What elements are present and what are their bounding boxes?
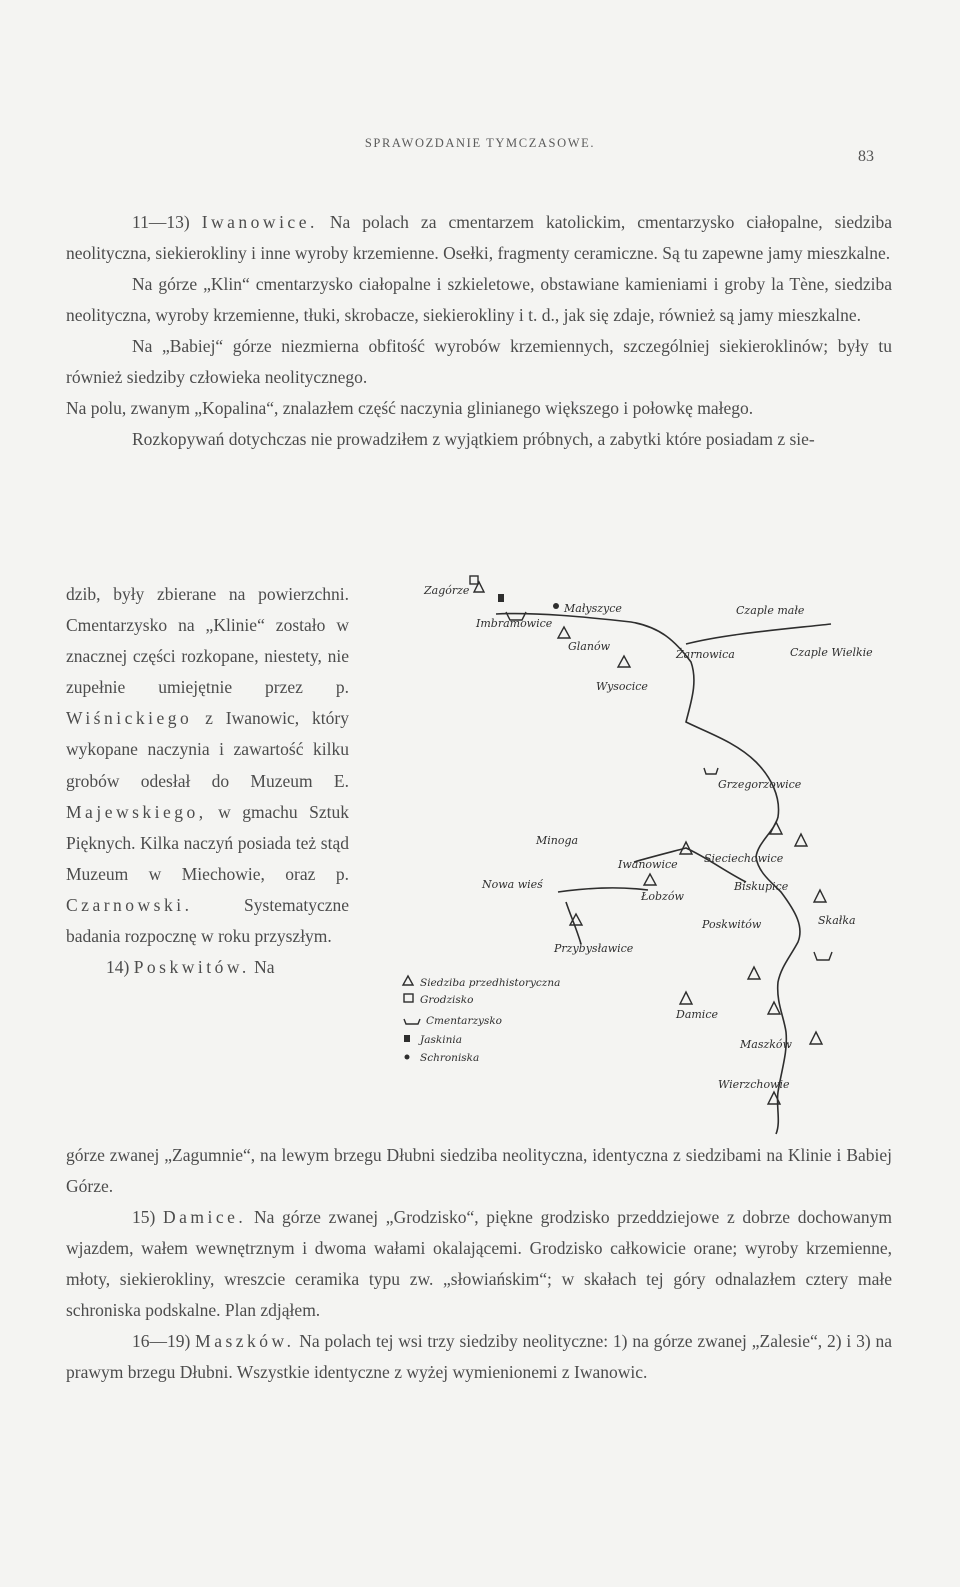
river-tributary-przybyslawice <box>566 902 581 944</box>
body-text-bottom <box>66 1140 892 1388</box>
paragraph-text: Na polach tej wsi trzy siedziby neolityczne: 1) na górze zwanej „Zalesie“, 2) i 3) na prawym brzegu Dłubni. Wszystkie identyczne z wyżej wymienionemi z Iwanowic. <box>66 1331 892 1382</box>
hand-drawn-map <box>386 572 900 1142</box>
section-number: 16—19) <box>132 1331 191 1351</box>
grodzisko-square-icon <box>470 576 478 584</box>
map-label-imbramowice: Imbramowice <box>476 617 553 630</box>
shelter-dot-icon <box>405 1055 410 1060</box>
paragraph-maszkow <box>66 1326 892 1388</box>
map-label-malyszyce: Małyszyce <box>564 602 622 615</box>
paragraph-text: Na górze zwanej „Grodzisko“, piękne grodzisko przeddziejowe z dobrze dochowanym wjazdem, wałem wewnętrznym i dwoma wałami okalającemi. Grodzisko całkowicie orane; wyroby krzemienne, młoty, siekierokliny, wreszcie ceramika typu zw. „słowiańskim“; w skałach tej góry odnalazłem cztery małe schroniska podskalne. Plan zdjąłem. <box>66 1207 892 1320</box>
place-name-maszkow: Maszków. <box>195 1331 295 1351</box>
map-label-poskwitow: Poskwitów <box>702 918 762 931</box>
triangle-icon <box>558 627 570 638</box>
triangle-icon <box>618 656 630 667</box>
river-dlubnia <box>496 614 800 1134</box>
cemetery-bowl-icon <box>404 1019 420 1024</box>
map-label-wierzchowie: Wierzchowie <box>718 1078 790 1091</box>
triangle-icon <box>814 890 826 902</box>
legend-label: Siedziba przedhistoryczna <box>420 977 561 989</box>
map-label-sieciechowice: Sieciechowice <box>704 852 784 865</box>
river-tributary-nowawies <box>558 888 648 892</box>
running-head: SPRAWOZDANIE TYMCZASOWE. <box>364 136 596 150</box>
map-label-minoga: Minoga <box>536 834 579 847</box>
paragraph-kopalina: Na polu, zwanym „Kopalina“, znalazłem część naczynia glinianego większego i połowkę małego. <box>66 398 754 418</box>
person-majewski: Majewskiego, <box>66 801 207 822</box>
body-text-top <box>66 207 892 455</box>
paragraph-babia: Na „Babiej“ górze niezmierna obfitość wyrobów krzemiennych, szczególniej siekieroklinów; były tu również siedziby człowieka neolitycznego. <box>66 336 892 387</box>
triangle-icon <box>768 1002 780 1014</box>
map-label-maszkow: Maszków <box>740 1038 792 1051</box>
place-name-poskwitow: Poskwitów. <box>133 957 250 978</box>
shelter-dot-icon <box>553 603 559 609</box>
map-label-zarnowica: Żarnowica <box>676 648 735 661</box>
map-label-czaple-male: Czaple małe <box>736 604 805 617</box>
map-label-damice: Damice <box>676 1008 718 1021</box>
map-label-czaple-wielkie: Czaple Wielkie <box>790 646 873 659</box>
map-label-zagorze: Zagórze <box>424 584 470 597</box>
legend-label: Schroniska <box>420 1052 480 1064</box>
map-legend <box>418 977 560 1064</box>
map-label-iwanowice: Iwanowice <box>618 858 678 871</box>
cemetery-bowl-icon <box>814 952 832 960</box>
paragraph-text: w gmachu Sztuk Pięknych. Kilka naczyń posiada też stąd Muzeum w Miechowie, oraz p. <box>66 801 350 884</box>
person-czarnowski: Czarnowski. <box>66 894 193 915</box>
triangle-icon <box>795 834 807 846</box>
map-label-lobzow: Łobzów <box>641 890 684 903</box>
cave-icon <box>498 594 504 602</box>
paragraph-text: Systematyczne badania rozpocznę w roku przyszłym. <box>66 894 349 947</box>
map-svg <box>386 572 900 1142</box>
paragraph-rozkop-start: Rozkopywań dotychczas nie prowadziłem z wyjątkiem próbnych, a zabytki które posiadam z sie- <box>132 429 815 449</box>
cemetery-bowl-icon <box>704 768 718 774</box>
paragraph-iwanowice <box>66 207 892 269</box>
map-label-grzegorzowice: Grzegorzowice <box>718 778 802 791</box>
paragraph-rozkop-continued <box>66 579 349 952</box>
legend-label: Grodzisko <box>420 994 474 1006</box>
body-text-narrow <box>66 579 349 983</box>
triangle-icon <box>748 967 760 979</box>
map-label-nowa-wies: Nowa wieś <box>482 878 543 891</box>
paragraph-text: Na polach za cmentarzem katolickim, cmentarzysko ciałopalne, siedziba neolityczna, siekierokliny i inne wyroby krzemienne. Osełki, fragmenty ceramiczne. Są tu zapewne jamy mieszkalne. <box>66 212 893 263</box>
map-label-biskupice: Biskupice <box>734 880 789 893</box>
paragraph-text: Na <box>254 957 275 978</box>
place-name-iwanowice: Iwanowice. <box>201 212 318 232</box>
legend-label: Jaskinia <box>420 1034 462 1046</box>
legend-label: Cmentarzysko <box>426 1015 503 1027</box>
map-label-skalka: Skałka <box>818 914 856 927</box>
paragraph-poskwitow-start <box>66 952 349 983</box>
paragraph-damice <box>66 1202 892 1326</box>
section-number: 15) <box>132 1207 156 1227</box>
map-label-glanow: Glanów <box>568 640 610 653</box>
paragraph-klin: Na górze „Klin“ cmentarzysko ciałopalne i szkieletowe, obstawiane kamieniami i groby la Tène, siedziba neolityczna, wyroby krzemienne, tłuki, skrobacze, siekierokliny i t. d., jak się zdaje, również są jamy mieszkalne. <box>66 274 892 325</box>
page-number: 83 <box>858 148 874 165</box>
river-tributary-czaple <box>686 624 831 644</box>
map-label-przybyslawice: Przybysławice <box>554 942 634 955</box>
paragraph-poskwitow-continued: górze zwanej „Zagumnie“, na lewym brzegu Dłubni siedziba neolityczna, identyczna z siedzibami na Klinie i Babiej Górze. <box>66 1145 892 1196</box>
paragraph-text: dzib, były zbierane na powierzchni. Cmentarzysko na „Klinie“ zostało w znacznej części rozkopane, niestety, nie zupełnie umiejętnie przez p. <box>66 584 349 698</box>
place-name-damice: Damice. <box>163 1207 247 1227</box>
cave-icon <box>404 1035 410 1042</box>
triangle-icon <box>644 874 656 885</box>
triangle-icon <box>403 976 413 985</box>
triangle-icon <box>680 992 692 1004</box>
person-wisznicki: Wiśnickiego <box>66 708 193 729</box>
section-number: 11—13) <box>132 212 190 232</box>
map-label-wysocice: Wysocice <box>596 680 648 693</box>
triangle-icon <box>810 1032 822 1044</box>
grodzisko-square-icon <box>404 994 413 1002</box>
paragraph-text: z Iwanowic, który wykopane naczynia i zawartość kilku grobów odesłał do Muzeum E. <box>66 708 349 791</box>
section-number: 14) <box>106 957 130 978</box>
